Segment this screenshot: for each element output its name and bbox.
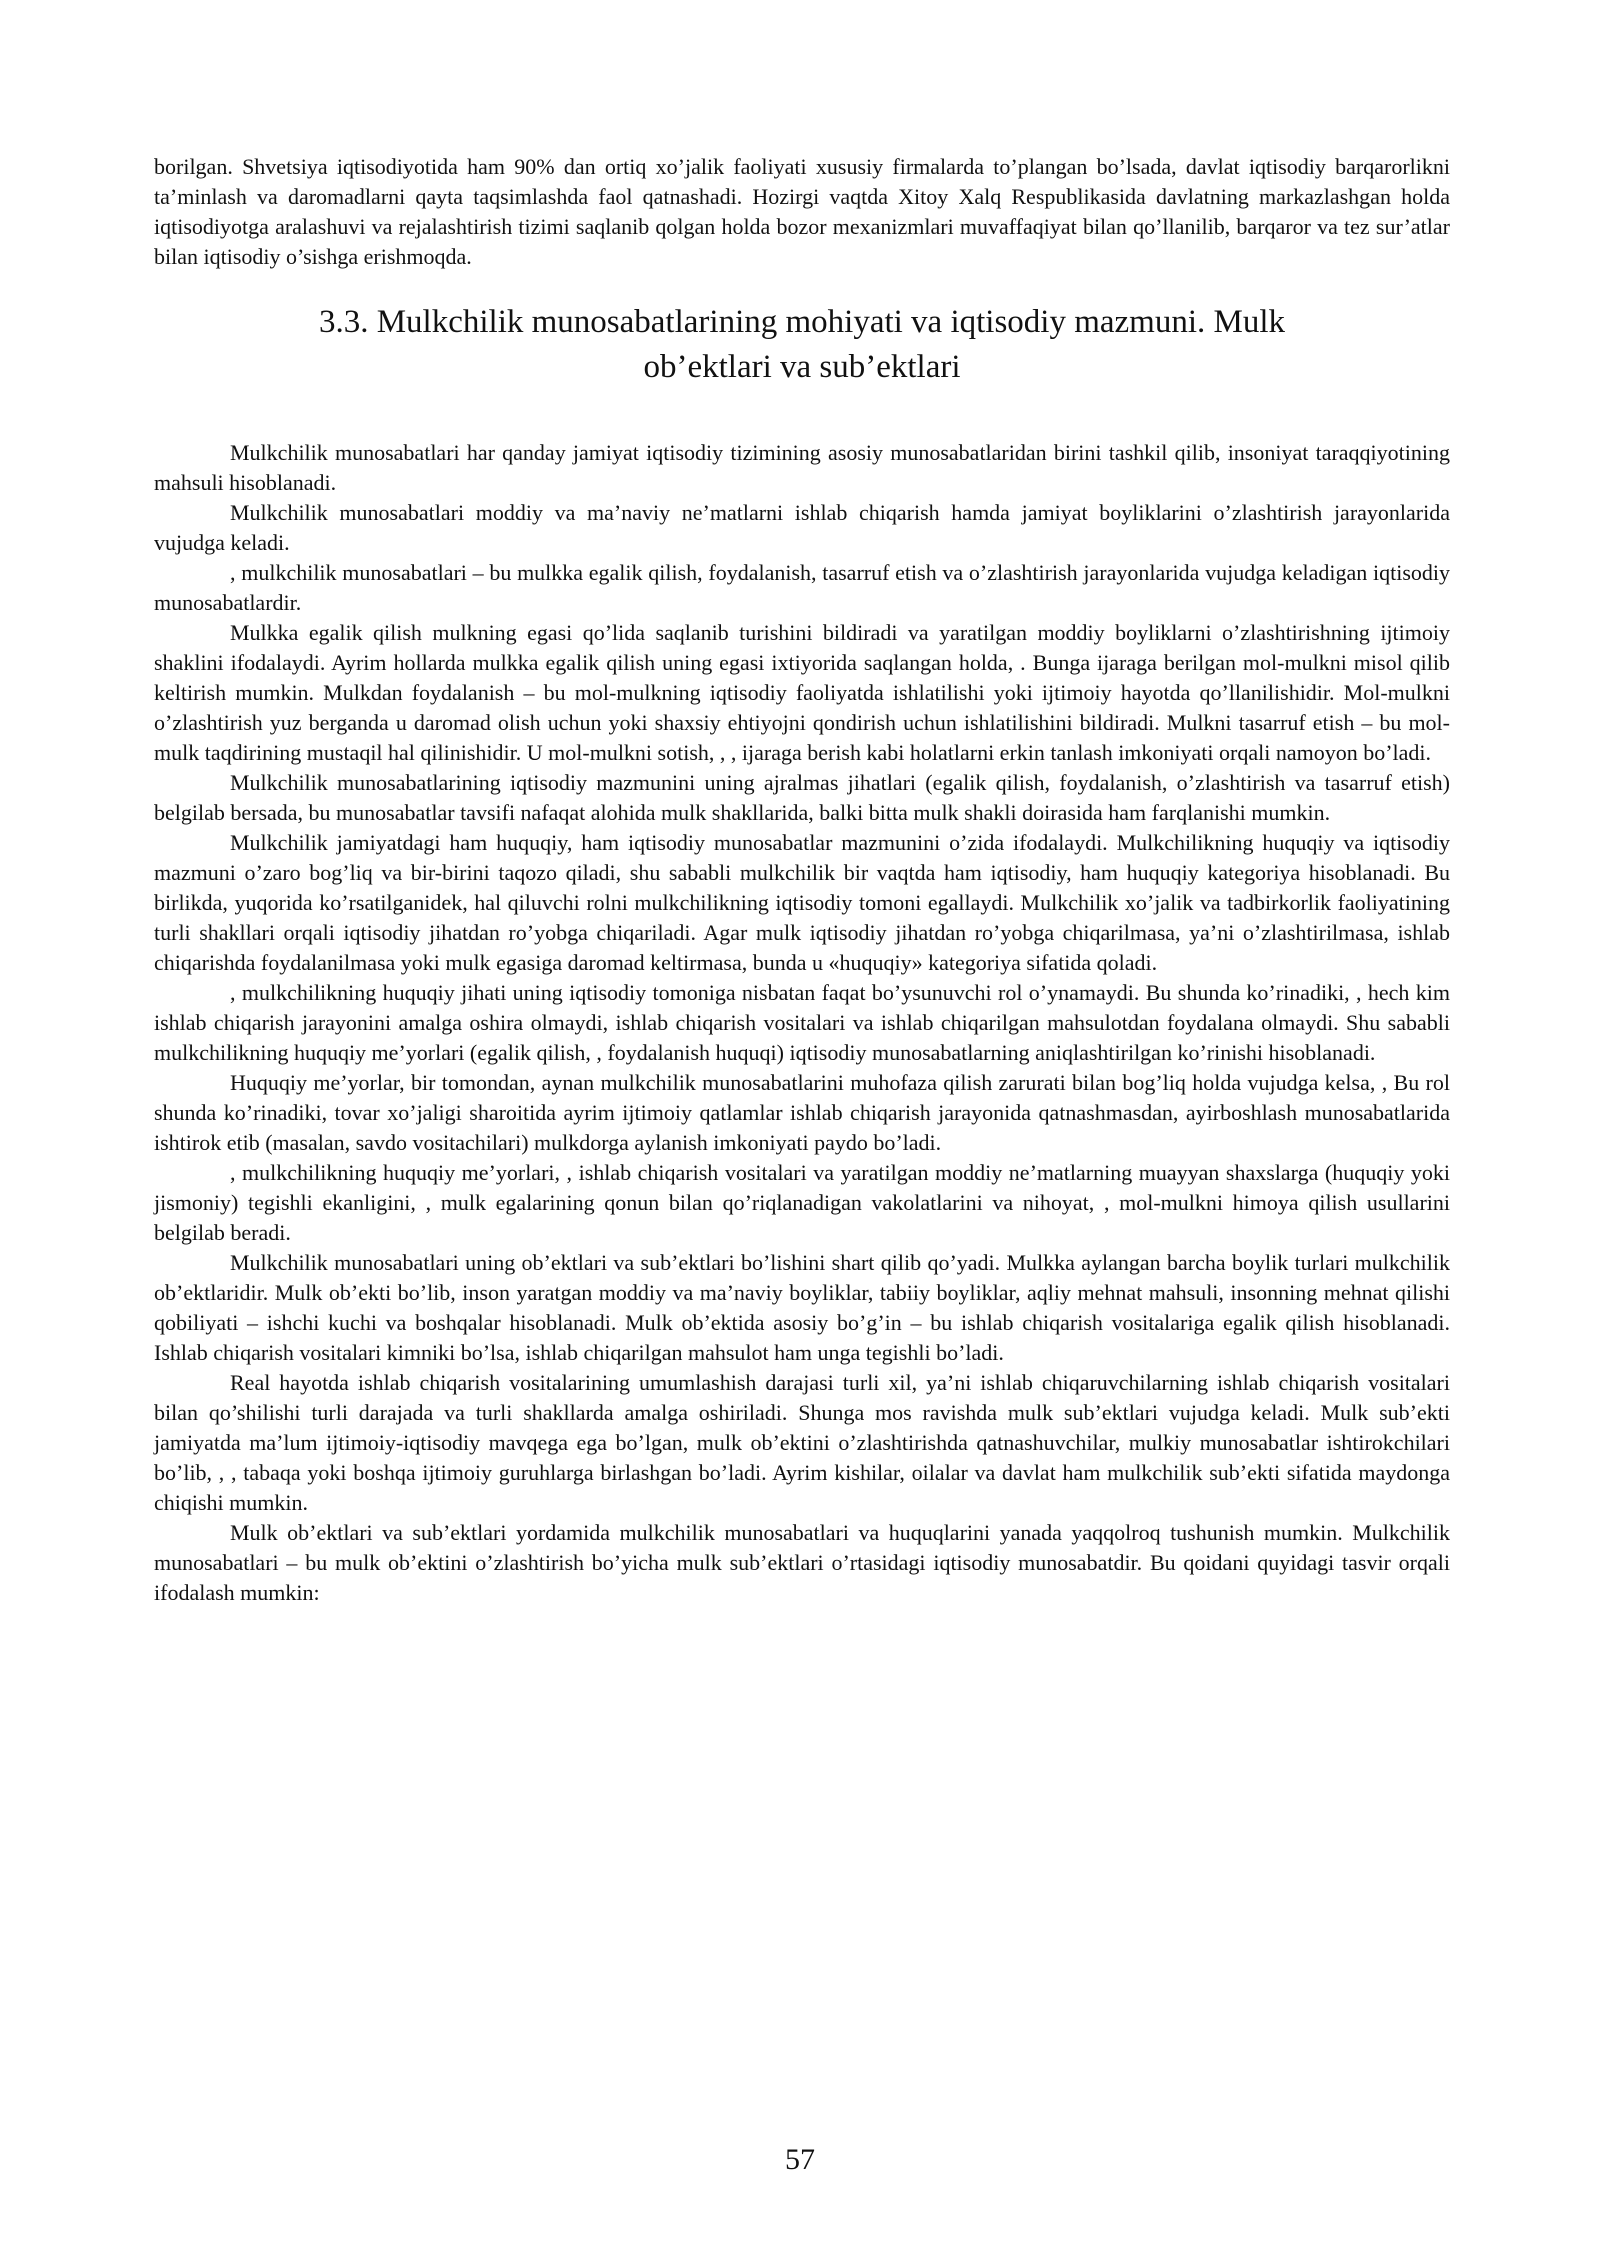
body-text	[154, 438, 1450, 1608]
paragraph: Mulkka egalik qilish mulkning egasi qo’lida saqlanib turishini bildiradi va yaratilgan moddiy boyliklarni o’zlashtirishning ijtimoiy shaklini ifodalaydi. Ayrim hollarda mulkka egalik qilish uning egasi ixtiyorida saqlangan holda, . Bunga ijaraga berilgan mol-mulkni misol qilib keltirish mumkin. Mulkdan foydalanish – bu mol-mulkning iqtisodiy faoliyatda ishlatilishi yoki ijtimoiy hayotda qo’llanilishidir. Mol-mulkni o’zlashtirish yuz berganda u daromad olish uchun yoki shaxsiy ehtiyojni qondirish uchun ishlatilishini bildiradi. Mulkni tasarruf etish – bu mol-mulk taqdirining mustaqil hal qilinishidir. U mol-mulkni sotish, , , ijaraga berish kabi holatlarni erkin tanlash imkoniyati orqali namoyon bo’ladi.	[154, 620, 1450, 765]
page-number: 57	[785, 2143, 815, 2176]
paragraph: , mulkchilik munosabatlari – bu mulkka egalik qilish, foydalanish, tasarruf etish va o’zlashtirish jarayonlarida vujudga keladigan iqtisodiy munosabatlardir.	[154, 560, 1450, 615]
intro-paragraph: borilgan. Shvetsiya iqtisodiyotida ham 90% dan ortiq xo’jalik faoliyati xususiy firmalarda to’plangan bo’lsada, davlat iqtisodiy barqarorlikni ta’minlash va daromadlarni qayta taqsimlashda faol qatnashadi. Hozirgi vaqtda Xitoy Xalq Respublikasida davlatning markazlashgan holda iqtisodiyotga aralashuvi va rejalashtirish tizimi saqlanib qolgan holda bozor mexanizmlari muvaffaqiyat bilan qo’llanilib, barqaror va tez sur’atlar bilan iqtisodiy o’sishga erishmoqda.	[154, 154, 1450, 269]
paragraph: Mulkchilik munosabatlarining iqtisodiy mazmunini uning ajralmas jihatlari (egalik qilish, foydalanish, o’zlashtirish va tasarruf etish) belgilab bersada, bu munosabatlar tavsifi nafaqat alohida mulk shakllarida, balki bitta mulk shakli doirasida ham farqlanishi mumkin.	[154, 770, 1450, 825]
section-heading	[154, 300, 1450, 390]
paragraph: Mulkchilik munosabatlari uning ob’ektlari va sub’ektlari bo’lishini shart qilib qo’yadi. Mulkka aylangan barcha boylik turlari mulkchilik ob’ektlaridir. Mulk ob’ekti bo’lib, inson yaratgan moddiy va ma’naviy boyliklar, tabiiy boyliklar, aqliy mehnat mahsuli, insonning mehnat qilishi qobiliyati – ishchi kuchi va boshqalar hisoblanadi. Mulk ob’ektida asosiy bo’g’in – bu ishlab chiqarish vositalariga egalik qilish hisoblanadi. Ishlab chiqarish vositalari kimniki bo’lsa, ishlab chiqarilgan mahsulot ham unga tegishli bo’ladi.	[154, 1250, 1450, 1365]
paragraph: , mulkchilikning huquqiy me’yorlari, , ishlab chiqarish vositalari va yaratilgan moddiy ne’matlarning muayyan shaxslarga (huquqiy yoki jismoniy) tegishli ekanligini, , mulk egalarining qonun bilan qo’riqlanadigan vakolatlarini va nihoyat, , mol-mulkni himoya qilish usullarini belgilab beradi.	[154, 1160, 1450, 1245]
section-heading-line-2: ob’ektlari va sub’ektlari	[643, 349, 961, 385]
paragraph: Mulkchilik jamiyatdagi ham huquqiy, ham iqtisodiy munosabatlar mazmunini o’zida ifodalaydi. Mulkchilikning huquqiy va iqtisodiy mazmuni o’zaro bog’liq va bir-birini taqozo qiladi, shu sababli mulkchilik bir vaqtda ham iqtisodiy, ham huquqiy kategoriya hisoblanadi. Bu birlikda, yuqorida ko’rsatilganidek, hal qiluvchi rolni mulkchilikning iqtisodiy tomoni egallaydi. Mulkchilik xo’jalik va tadbirkorlik faoliyatining turli shakllari orqali iqtisodiy jihatdan ro’yobga chiqariladi. Agar mulk iqtisodiy jihatdan ro’yobga chiqarilmasa, ya’ni o’zlashtirilmasa, ishlab chiqarishda foydalanilmasa yoki mulk egasiga daromad keltirmasa, bunda u «huquqiy» kategoriya sifatida qoladi.	[154, 830, 1450, 975]
section-heading-line-1: 3.3. Mulkchilik munosabatlarining mohiyati va iqtisodiy mazmuni. Mulk	[318, 304, 1286, 340]
intro-block	[154, 152, 1450, 272]
page-content	[154, 152, 1450, 1608]
paragraph: Mulkchilik munosabatlari har qanday jamiyat iqtisodiy tizimining asosiy munosabatlaridan birini tashkil qilib, insoniyat taraqqiyotining mahsuli hisoblanadi.	[154, 440, 1450, 495]
paragraph: Mulk ob’ektlari va sub’ektlari yordamida mulkchilik munosabatlari va huquqlarini yanada yaqqolroq tushunish mumkin. Mulkchilik munosabatlari – bu mulk ob’ektini o’zlashtirish bo’yicha mulk sub’ektlari o’rtasidagi iqtisodiy munosabatdir. Bu qoidani quyidagi tasvir orqali ifodalash mumkin:	[154, 1520, 1450, 1605]
paragraph: Real hayotda ishlab chiqarish vositalarining umumlashish darajasi turli xil, ya’ni ishlab chiqaruvchilarning ishlab chiqarish vositalari bilan qo’shilishi turli darajada va turli shakllarda amalga oshiriladi. Shunga mos ravishda mulk sub’ektlari vujudga keladi. Mulk sub’ekti jamiyatda ma’lum ijtimoiy-iqtisodiy mavqega ega bo’lgan, mulk ob’ektini o’zlashtirishda qatnashuvchilar, mulkiy munosabatlar ishtirokchilari bo’lib, , , tabaqa yoki boshqa ijtimoiy guruhlarga birlashgan bo’ladi. Ayrim kishilar, oilalar va davlat ham mulkchilik sub’ekti sifatida maydonga chiqishi mumkin.	[154, 1370, 1450, 1515]
paragraph: , mulkchilikning huquqiy jihati uning iqtisodiy tomoniga nisbatan faqat bo’ysunuvchi rol o’ynamaydi. Bu shunda ko’rinadiki, , hech kim ishlab chiqarish jarayonini amalga oshira olmaydi, ishlab chiqarish vositalari va ishlab chiqarilgan mahsulotdan foydalana olmaydi. Shu sababli mulkchilikning huquqiy me’yorlari (egalik qilish, , foydalanish huquqi) iqtisodiy munosabatlarning aniqlashtirilgan ko’rinishi hisoblanadi.	[154, 980, 1450, 1065]
section-heading-block	[154, 300, 1450, 390]
paragraph: Huquqiy me’yorlar, bir tomondan, aynan mulkchilik munosabatlarini muhofaza qilish zarurati bilan bog’liq holda vujudga kelsa, , Bu rol shunda ko’rinadiki, tovar xo’jaligi sharoitida ayrim ijtimoiy qatlamlar ishlab chiqarish jarayonida qatnashmasdan, ayirboshlash munosabatlarida ishtirok etib (masalan, savdo vositachilari) mulkdorga aylanish imkoniyati paydo bo’ladi.	[154, 1070, 1450, 1155]
paragraph: Mulkchilik munosabatlari moddiy va ma’naviy ne’matlarni ishlab chiqarish hamda jamiyat boyliklarini o’zlashtirish jarayonlarida vujudga keladi.	[154, 500, 1450, 555]
